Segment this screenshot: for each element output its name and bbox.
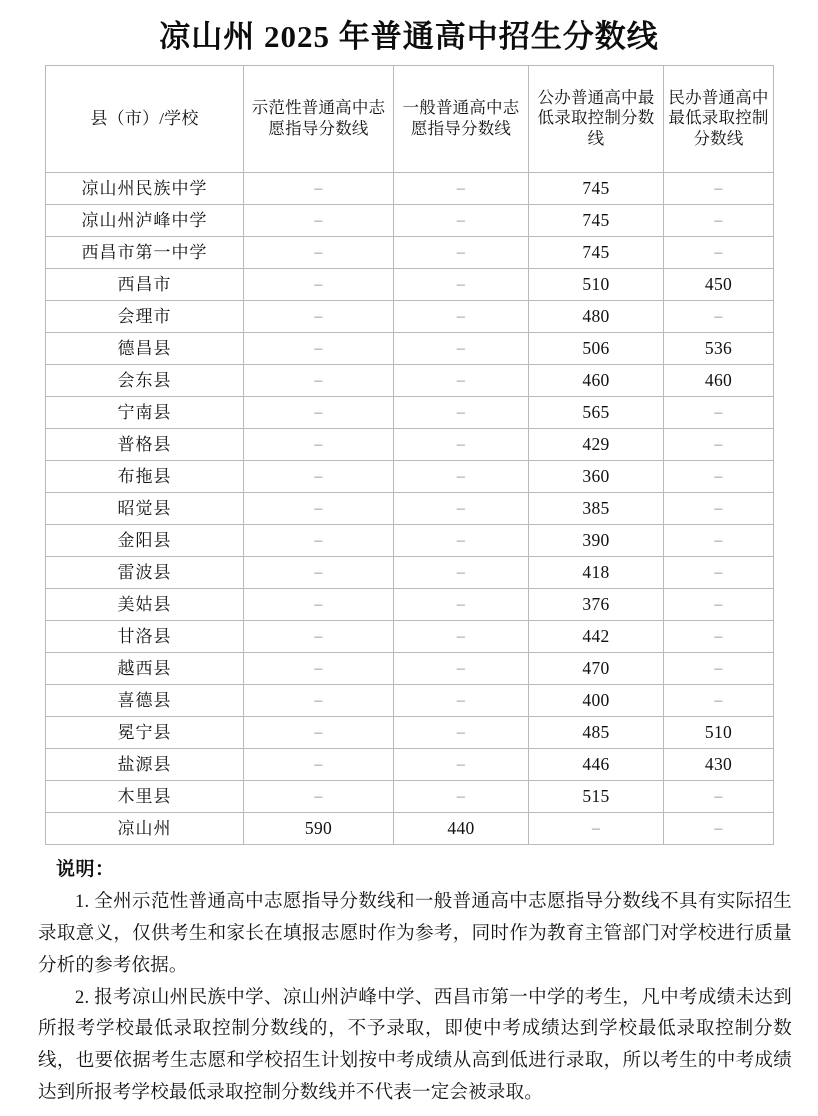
cell-demonstration-guide	[244, 364, 394, 396]
cell-public-min: 515	[529, 780, 664, 812]
table-row	[46, 684, 774, 716]
empty-dash: –	[456, 243, 466, 261]
cell-county-school: 甘洛县	[46, 620, 244, 652]
column-header-general-guide-line: 一般普通高中志愿指导分数线	[394, 65, 529, 172]
cell-general-guide	[394, 428, 529, 460]
admission-score-table	[45, 65, 774, 845]
empty-dash: –	[456, 787, 466, 805]
cell-demonstration-guide	[244, 684, 394, 716]
table-row	[46, 620, 774, 652]
empty-dash: –	[714, 307, 723, 325]
empty-dash: –	[314, 723, 323, 741]
cell-public-min	[529, 812, 664, 844]
cell-private-min: 510	[664, 716, 774, 748]
empty-dash: –	[714, 403, 723, 421]
cell-private-min	[664, 684, 774, 716]
table-row	[46, 364, 774, 396]
empty-dash: –	[314, 627, 323, 645]
empty-dash: –	[314, 371, 323, 389]
table-row	[46, 716, 774, 748]
cell-public-min: 745	[529, 236, 664, 268]
empty-dash: –	[314, 499, 323, 517]
cell-public-min: 745	[529, 172, 664, 204]
empty-dash: –	[456, 563, 466, 581]
cell-public-min: 385	[529, 492, 664, 524]
empty-dash: –	[456, 723, 466, 741]
table-row	[46, 332, 774, 364]
cell-general-guide	[394, 204, 529, 236]
empty-dash: –	[314, 595, 323, 613]
empty-dash: –	[714, 467, 723, 485]
cell-private-min	[664, 460, 774, 492]
cell-general-guide	[394, 300, 529, 332]
empty-dash: –	[314, 435, 323, 453]
cell-private-min	[664, 524, 774, 556]
cell-private-min	[664, 588, 774, 620]
empty-dash: –	[456, 595, 466, 613]
cell-general-guide: 440	[394, 812, 529, 844]
empty-dash: –	[714, 659, 723, 677]
cell-private-min	[664, 556, 774, 588]
cell-public-min: 485	[529, 716, 664, 748]
cell-county-school: 冕宁县	[46, 716, 244, 748]
cell-demonstration-guide	[244, 332, 394, 364]
cell-county-school: 金阳县	[46, 524, 244, 556]
empty-dash: –	[714, 211, 723, 229]
cell-demonstration-guide	[244, 268, 394, 300]
table-row	[46, 204, 774, 236]
cell-general-guide	[394, 684, 529, 716]
cell-public-min: 480	[529, 300, 664, 332]
empty-dash: –	[456, 307, 466, 325]
cell-general-guide	[394, 588, 529, 620]
empty-dash: –	[456, 211, 466, 229]
cell-county-school: 西昌市	[46, 268, 244, 300]
table-row	[46, 172, 774, 204]
notes-heading: 说明：	[56, 858, 115, 880]
cell-demonstration-guide	[244, 428, 394, 460]
cell-demonstration-guide: 590	[244, 812, 394, 844]
table-body	[46, 172, 774, 844]
empty-dash: –	[456, 531, 466, 549]
cell-public-min: 429	[529, 428, 664, 460]
empty-dash: –	[314, 755, 323, 773]
cell-private-min: 536	[664, 332, 774, 364]
cell-private-min	[664, 428, 774, 460]
cell-county-school: 会理市	[46, 300, 244, 332]
empty-dash: –	[314, 467, 323, 485]
cell-county-school: 盐源县	[46, 748, 244, 780]
empty-dash: –	[314, 179, 323, 197]
empty-dash: –	[591, 819, 601, 837]
cell-private-min	[664, 236, 774, 268]
cell-general-guide	[394, 236, 529, 268]
empty-dash: –	[714, 819, 723, 837]
cell-private-min	[664, 300, 774, 332]
cell-county-school: 美姑县	[46, 588, 244, 620]
empty-dash: –	[714, 627, 723, 645]
cell-general-guide	[394, 652, 529, 684]
empty-dash: –	[714, 435, 723, 453]
cell-public-min: 745	[529, 204, 664, 236]
cell-demonstration-guide	[244, 236, 394, 268]
notes-section	[24, 855, 794, 1110]
cell-demonstration-guide	[244, 620, 394, 652]
page-title: 凉山州 2025 年普通高中招生分数线	[159, 19, 659, 54]
cell-county-school: 普格县	[46, 428, 244, 460]
table-row	[46, 428, 774, 460]
empty-dash: –	[714, 787, 723, 805]
empty-dash: –	[714, 531, 723, 549]
cell-county-school: 凉山州	[46, 812, 244, 844]
cell-public-min: 360	[529, 460, 664, 492]
cell-general-guide	[394, 268, 529, 300]
empty-dash: –	[314, 531, 323, 549]
cell-demonstration-guide	[244, 556, 394, 588]
table-header-row	[46, 65, 774, 172]
cell-private-min	[664, 652, 774, 684]
cell-general-guide	[394, 620, 529, 652]
cell-county-school: 凉山州民族中学	[46, 172, 244, 204]
empty-dash: –	[714, 499, 723, 517]
empty-dash: –	[314, 307, 323, 325]
empty-dash: –	[456, 371, 466, 389]
cell-demonstration-guide	[244, 652, 394, 684]
cell-private-min	[664, 812, 774, 844]
table-row	[46, 556, 774, 588]
cell-public-min: 510	[529, 268, 664, 300]
empty-dash: –	[314, 563, 323, 581]
table-row	[46, 812, 774, 844]
empty-dash: –	[456, 659, 466, 677]
note-item-1: 1. 全州示范性普通高中志愿指导分数线和一般普通高中志愿指导分数线不具有实际招生录取意义，仅供考生和家长在填报志愿时作为参考，同时作为教育主管部门对学校进行质量分析的参考依据。	[38, 892, 792, 976]
empty-dash: –	[314, 787, 323, 805]
cell-county-school: 布拖县	[46, 460, 244, 492]
cell-county-school: 越西县	[46, 652, 244, 684]
cell-public-min: 470	[529, 652, 664, 684]
cell-county-school: 宁南县	[46, 396, 244, 428]
empty-dash: –	[314, 339, 323, 357]
empty-dash: –	[456, 691, 466, 709]
empty-dash: –	[456, 435, 466, 453]
empty-dash: –	[314, 659, 323, 677]
cell-demonstration-guide	[244, 204, 394, 236]
cell-general-guide	[394, 364, 529, 396]
table-row	[46, 524, 774, 556]
cell-public-min: 390	[529, 524, 664, 556]
cell-general-guide	[394, 172, 529, 204]
table-row	[46, 652, 774, 684]
empty-dash: –	[314, 691, 323, 709]
table-header	[46, 65, 774, 172]
cell-public-min: 400	[529, 684, 664, 716]
table-row	[46, 748, 774, 780]
cell-public-min: 418	[529, 556, 664, 588]
cell-public-min: 565	[529, 396, 664, 428]
cell-county-school: 西昌市第一中学	[46, 236, 244, 268]
cell-county-school: 凉山州泸峰中学	[46, 204, 244, 236]
cell-demonstration-guide	[244, 524, 394, 556]
cell-demonstration-guide	[244, 588, 394, 620]
cell-public-min: 376	[529, 588, 664, 620]
cell-general-guide	[394, 524, 529, 556]
empty-dash: –	[714, 691, 723, 709]
cell-general-guide	[394, 748, 529, 780]
empty-dash: –	[314, 211, 323, 229]
cell-county-school: 喜德县	[46, 684, 244, 716]
empty-dash: –	[456, 339, 466, 357]
cell-public-min: 446	[529, 748, 664, 780]
note-item-2: 2. 报考凉山州民族中学、凉山州泸峰中学、西昌市第一中学的考生，凡中考成绩未达到所报考学校最低录取控制分数线的，不予录取，即使中考成绩达到学校最低录取控制分数线，也要依据考生志愿和学校招生计划按中考成绩从高到低进行录取，所以考生的中考成绩达到所报考学校最低录取控制分数线并不代表一定会被录取。	[38, 987, 792, 1104]
column-header-private-min-line: 民办普通高中最低录取控制分数线	[664, 65, 774, 172]
cell-general-guide	[394, 460, 529, 492]
cell-private-min	[664, 780, 774, 812]
cell-private-min	[664, 172, 774, 204]
column-header-public-min-line: 公办普通高中最低录取控制分数线	[529, 65, 664, 172]
cell-public-min: 506	[529, 332, 664, 364]
cell-private-min: 460	[664, 364, 774, 396]
cell-demonstration-guide	[244, 748, 394, 780]
column-header-demonstration-guide-line: 示范性普通高中志愿指导分数线	[244, 65, 394, 172]
column-header-county-school: 县（市）/学校	[46, 65, 244, 172]
empty-dash: –	[714, 595, 723, 613]
cell-demonstration-guide	[244, 300, 394, 332]
cell-demonstration-guide	[244, 396, 394, 428]
empty-dash: –	[456, 627, 466, 645]
cell-general-guide	[394, 396, 529, 428]
cell-private-min	[664, 492, 774, 524]
cell-demonstration-guide	[244, 780, 394, 812]
cell-private-min	[664, 204, 774, 236]
empty-dash: –	[456, 403, 466, 421]
table-row	[46, 780, 774, 812]
cell-general-guide	[394, 780, 529, 812]
empty-dash: –	[714, 243, 723, 261]
cell-private-min: 430	[664, 748, 774, 780]
cell-private-min	[664, 396, 774, 428]
empty-dash: –	[456, 275, 466, 293]
cell-demonstration-guide	[244, 492, 394, 524]
table-row	[46, 236, 774, 268]
cell-county-school: 木里县	[46, 780, 244, 812]
table-row	[46, 588, 774, 620]
cell-general-guide	[394, 492, 529, 524]
empty-dash: –	[314, 403, 323, 421]
cell-private-min	[664, 620, 774, 652]
table-row	[46, 300, 774, 332]
table-row	[46, 268, 774, 300]
empty-dash: –	[456, 467, 466, 485]
cell-county-school: 雷波县	[46, 556, 244, 588]
cell-county-school: 德昌县	[46, 332, 244, 364]
cell-public-min: 442	[529, 620, 664, 652]
cell-county-school: 会东县	[46, 364, 244, 396]
cell-general-guide	[394, 332, 529, 364]
cell-demonstration-guide	[244, 460, 394, 492]
cell-general-guide	[394, 556, 529, 588]
table-row	[46, 460, 774, 492]
empty-dash: –	[714, 563, 723, 581]
empty-dash: –	[714, 179, 723, 197]
cell-private-min: 450	[664, 268, 774, 300]
empty-dash: –	[456, 179, 466, 197]
cell-demonstration-guide	[244, 716, 394, 748]
empty-dash: –	[314, 275, 323, 293]
cell-county-school: 昭觉县	[46, 492, 244, 524]
table-row	[46, 396, 774, 428]
cell-demonstration-guide	[244, 172, 394, 204]
table-row	[46, 492, 774, 524]
empty-dash: –	[314, 243, 323, 261]
empty-dash: –	[456, 499, 466, 517]
score-table-container	[45, 65, 773, 845]
cell-general-guide	[394, 716, 529, 748]
cell-public-min: 460	[529, 364, 664, 396]
empty-dash: –	[456, 755, 466, 773]
